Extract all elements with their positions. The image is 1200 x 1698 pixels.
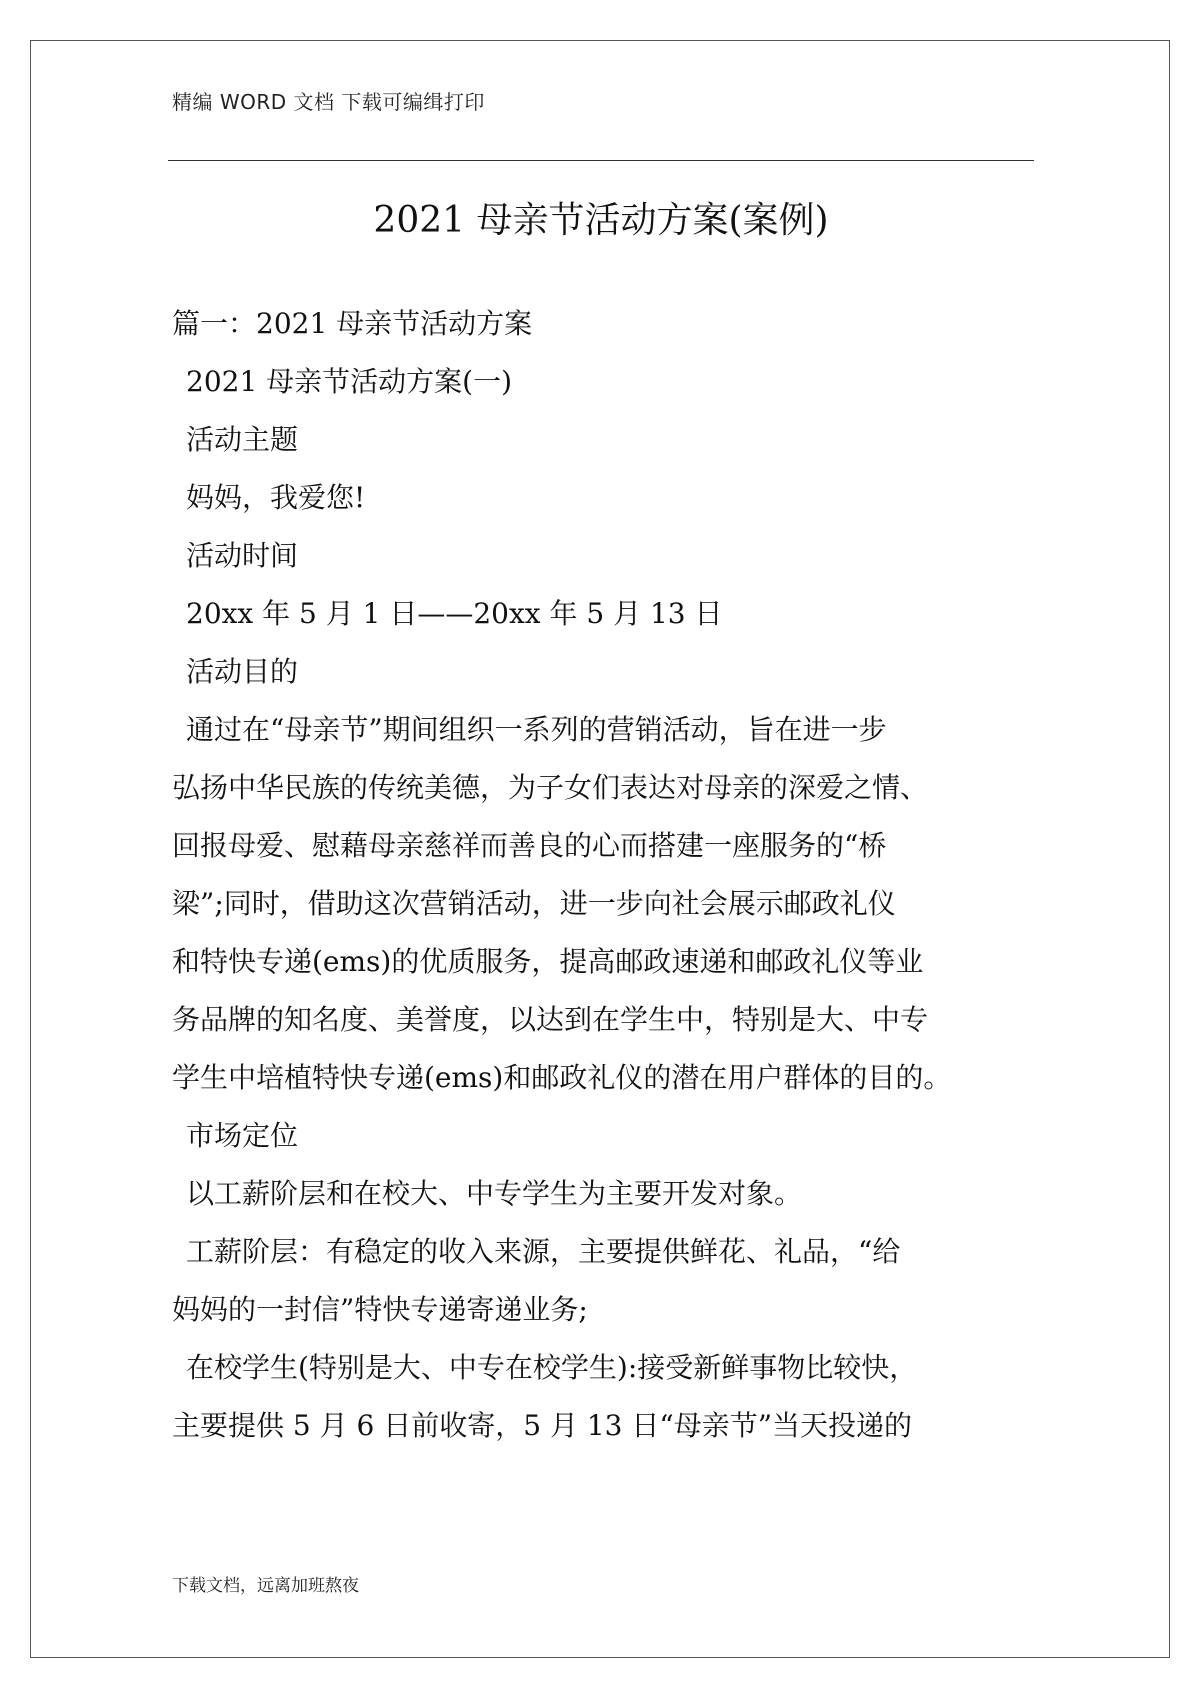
paragraph-line: 在校学生(特别是大、中专在校学生):接受新鲜事物比较快，	[186, 1351, 918, 1384]
section-heading: 篇一：2021 母亲节活动方案	[172, 307, 533, 340]
paragraph-line: 务品牌的知名度、美誉度，以达到在学生中，特别是大、中专	[172, 1003, 929, 1036]
paragraph-line: 梁”;同时，借助这次营销活动，进一步向社会展示邮政礼仪	[172, 887, 896, 920]
label-market-position: 市场定位	[186, 1119, 299, 1152]
footer-note: 下载文档，远离加班熬夜	[172, 1576, 359, 1596]
document-body	[172, 295, 1052, 1455]
paragraph-line: 学生中培植特快专递(ems)和邮政礼仪的潜在用户群体的目的。	[172, 1061, 952, 1094]
paragraph-line: 通过在“母亲节”期间组织一系列的营销活动，旨在进一步	[186, 713, 887, 746]
paragraph-line: 主要提供 5 月 6 日前收寄，5 月 13 日“母亲节”当天投递的	[172, 1409, 913, 1442]
activity-time-text: 20xx 年 5 月 1 日——20xx 年 5 月 13 日	[186, 597, 723, 630]
paragraph-line: 弘扬中华民族的传统美德，为子女们表达对母亲的深爱之情、	[172, 771, 929, 804]
paragraph-line: 回报母爱、慰藉母亲慈祥而善良的心而搭建一座服务的“桥	[172, 829, 887, 862]
paragraph-line: 妈妈的一封信”特快专递寄递业务;	[172, 1293, 588, 1326]
label-activity-purpose: 活动目的	[186, 655, 299, 688]
label-activity-time: 活动时间	[186, 539, 299, 572]
paragraph-line: 以工薪阶层和在校大、中专学生为主要开发对象。	[186, 1177, 803, 1210]
header-divider	[168, 160, 1034, 161]
document-title: 2021 母亲节活动方案(案例)	[373, 200, 829, 242]
activity-theme-text: 妈妈，我爱您!	[186, 481, 366, 514]
paragraph-line: 和特快专递(ems)的优质服务，提高邮政速递和邮政礼仪等业	[172, 945, 924, 978]
subsection-heading: 2021 母亲节活动方案(一)	[186, 365, 513, 398]
label-activity-theme: 活动主题	[186, 423, 299, 456]
paragraph-line: 工薪阶层：有稳定的收入来源，主要提供鲜花、礼品，“给	[186, 1235, 901, 1268]
header-note: 精编 WORD 文档 下载可编缉打印	[172, 90, 485, 114]
